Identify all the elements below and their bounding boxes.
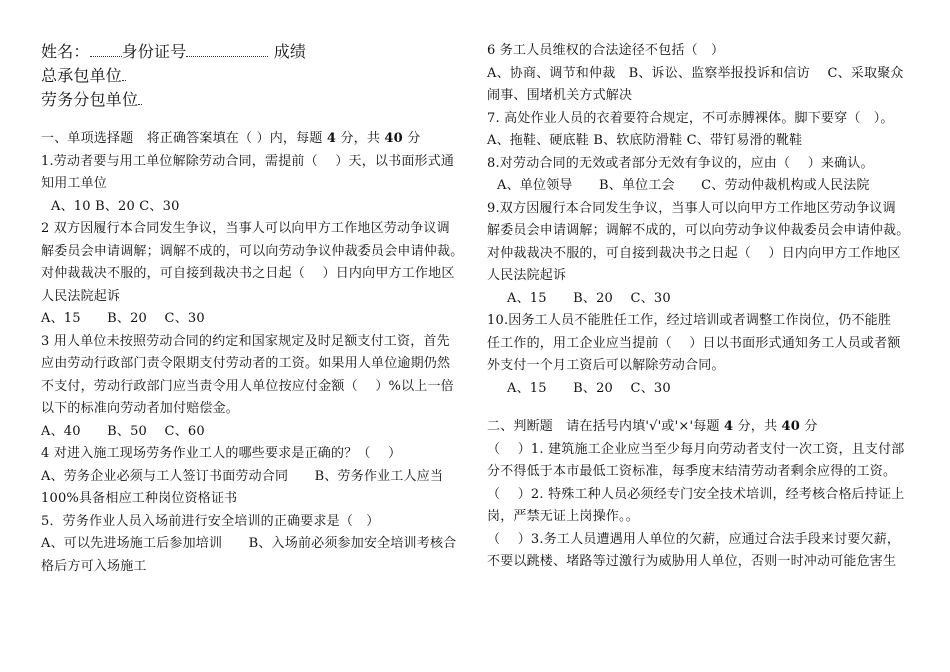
- name-id-score-row: [41, 40, 466, 64]
- question-line: 以下的标准向劳动者加付赔偿金。: [41, 401, 240, 416]
- question-line: 人民法院起诉: [41, 288, 121, 304]
- question-line: 9.双方因履行本合同发生争议，当事人可以向甲方工作地区劳动争议调: [487, 200, 896, 216]
- section2-total: 40: [781, 419, 801, 434]
- judgment-line: 分不得低于本市最低工资标准，每季度末结清劳动者剩余应得的工资。: [487, 464, 897, 479]
- section1-title: [41, 128, 466, 151]
- left-column: [41, 40, 466, 578]
- answer-options: A、15 B、20 C、30: [41, 311, 205, 326]
- answer-options: A、劳务企业必须与工人签订书面劳动合同 B、劳务作业工人应当: [41, 468, 444, 484]
- question-line: 解委员会申请调解；调解不成的，可以向劳动争议仲裁委员会申请仲裁。: [487, 223, 910, 238]
- section1-points: 4: [326, 131, 337, 146]
- subcontractor-row: [41, 88, 466, 112]
- name-label: 姓名：: [41, 42, 90, 61]
- question-line: 7. 高处作业人员的衣着要符合规定，不可赤膊裸体。脚下要穿（ ）。: [487, 110, 894, 126]
- question-line: 10.因务工人员不能胜任工作，经过培训或者调整工作岗位，仍不能胜: [487, 313, 892, 328]
- question-line: 1.劳动者要与用工单位解除劳动合同，需提前（ ）天，以书面形式通: [41, 153, 455, 169]
- contractor-row: [41, 64, 466, 88]
- question-line: 3 用人单位未按照劳动合同的约定和国家规定及时足额支付工资，首先: [41, 333, 450, 349]
- right-column: [487, 40, 927, 574]
- answer-options: A、协商、调节和仲裁 B、诉讼、监察举报投诉和信访 C、采取聚众: [487, 65, 904, 81]
- question-line: 2 双方因履行本合同发生争议，当事人可以向甲方工作地区劳动争议调: [41, 221, 450, 236]
- answer-options: 闹事、围堵机关方式解决: [487, 88, 633, 103]
- question-line: 8.对劳动合同的无效或者部分无效有争议的，应由（ ）来确认。: [487, 155, 874, 171]
- answer-options: 100%具备相应工种岗位资格证书: [41, 491, 238, 506]
- answer-options: A、15 B、20 C、30: [507, 380, 671, 396]
- answer-options: A、单位领导 B、单位工会 C、劳动仲裁机构或人民法院: [497, 178, 870, 193]
- question-line: 5．劳务作业人员入场前进行安全培训的正确要求是（ ）: [41, 513, 380, 529]
- judgment-line: 不要以跳楼、堵路等过激行为威胁用人单位，否则一时冲动可能危害生: [487, 554, 897, 569]
- answer-options: A、可以先进场施工后参加培训 B、入场前必须参加安全培训考核合: [41, 536, 457, 551]
- section2-title-end: 分: [800, 419, 818, 434]
- subcontractor-blank[interactable]: [138, 90, 142, 105]
- question-line: 外支付一个月工资后可以解除劳动合同。: [487, 358, 725, 373]
- question-line: 解委员会申请调解；调解不成的，可以向劳动争议仲裁委员会申请仲裁。: [41, 243, 464, 259]
- answer-options: A、拖鞋、硬底鞋 B、软底防滑鞋 C、带钉易滑的靴鞋: [487, 133, 803, 148]
- name-blank[interactable]: [90, 42, 122, 57]
- spacer: [41, 112, 466, 128]
- section2-title: [487, 416, 927, 439]
- judgment-line: （ ）1. 建筑施工企业应当至少每月向劳动者支付一次工资，且支付部: [487, 441, 905, 457]
- section1-title-text: 一、单项选择题 将正确答案填在（ ）内，每题: [41, 131, 327, 146]
- id-label: 身份证号: [121, 42, 187, 61]
- score-label: 成绩: [273, 42, 307, 61]
- contractor-blank[interactable]: [122, 66, 126, 81]
- spacer: [487, 400, 927, 416]
- judgment-line: （ ）2. 特殊工种人员必须经专门安全技术培训，经考核合格后持证上: [487, 486, 905, 502]
- answer-options: A、15 B、20 C、30: [507, 290, 671, 306]
- question-line: 人民法院起诉: [487, 268, 567, 283]
- section2-title-text: 二、判断题 请在括号内填'√'或'×'每题: [487, 419, 725, 434]
- question-line: 对仲裁裁决不服的，可自接到裁决书之日起（ ）日内向甲方工作地区: [41, 266, 455, 281]
- question-line: 4 对进入施工现场劳务作业工人的哪些要求是正确的？（ ）: [41, 446, 402, 461]
- question-line: 不支付，劳动行政部门应当责令用人单位按应付金额（ ）%以上一倍: [41, 378, 454, 394]
- section2-title-mid: 分，共: [733, 419, 782, 434]
- question-line: 应由劳动行政部门责令限期支付劳动者的工资。如果用人单位逾期仍然: [41, 356, 451, 371]
- judgment-line: 岗，严禁无证上岗操作。。: [487, 509, 639, 524]
- section1-title-mid: 分，共: [336, 131, 385, 146]
- answer-options: A、40 B、50 C、60: [41, 423, 205, 439]
- question-line: 任工作的，用工企业应当提前（ ）日以书面形式通知务工人员或者额: [487, 335, 901, 351]
- question-line: 6 务工人员维权的合法途径不包括（ ）: [487, 43, 725, 58]
- section1-title-end: 分: [402, 131, 421, 146]
- question-line: 知用工单位: [41, 176, 108, 191]
- section1-total: 40: [384, 131, 403, 146]
- answer-options: 格后方可入场施工: [41, 558, 147, 574]
- question-line: 对仲裁裁决不服的，可自接到裁决书之日起（ ）日内向甲方工作地区: [487, 245, 901, 261]
- answer-options: A、10 B、20 C、30: [51, 198, 180, 214]
- contractor-label: 总承包单位: [41, 66, 123, 85]
- subcontractor-label: 劳务分包单位: [41, 90, 139, 109]
- judgment-line: （ ）3.务工人员遭遇用人单位的欠薪，应通过合法手段来讨要欠薪，: [487, 531, 901, 547]
- section2-points: 4: [724, 419, 734, 434]
- id-blank[interactable]: [186, 42, 268, 57]
